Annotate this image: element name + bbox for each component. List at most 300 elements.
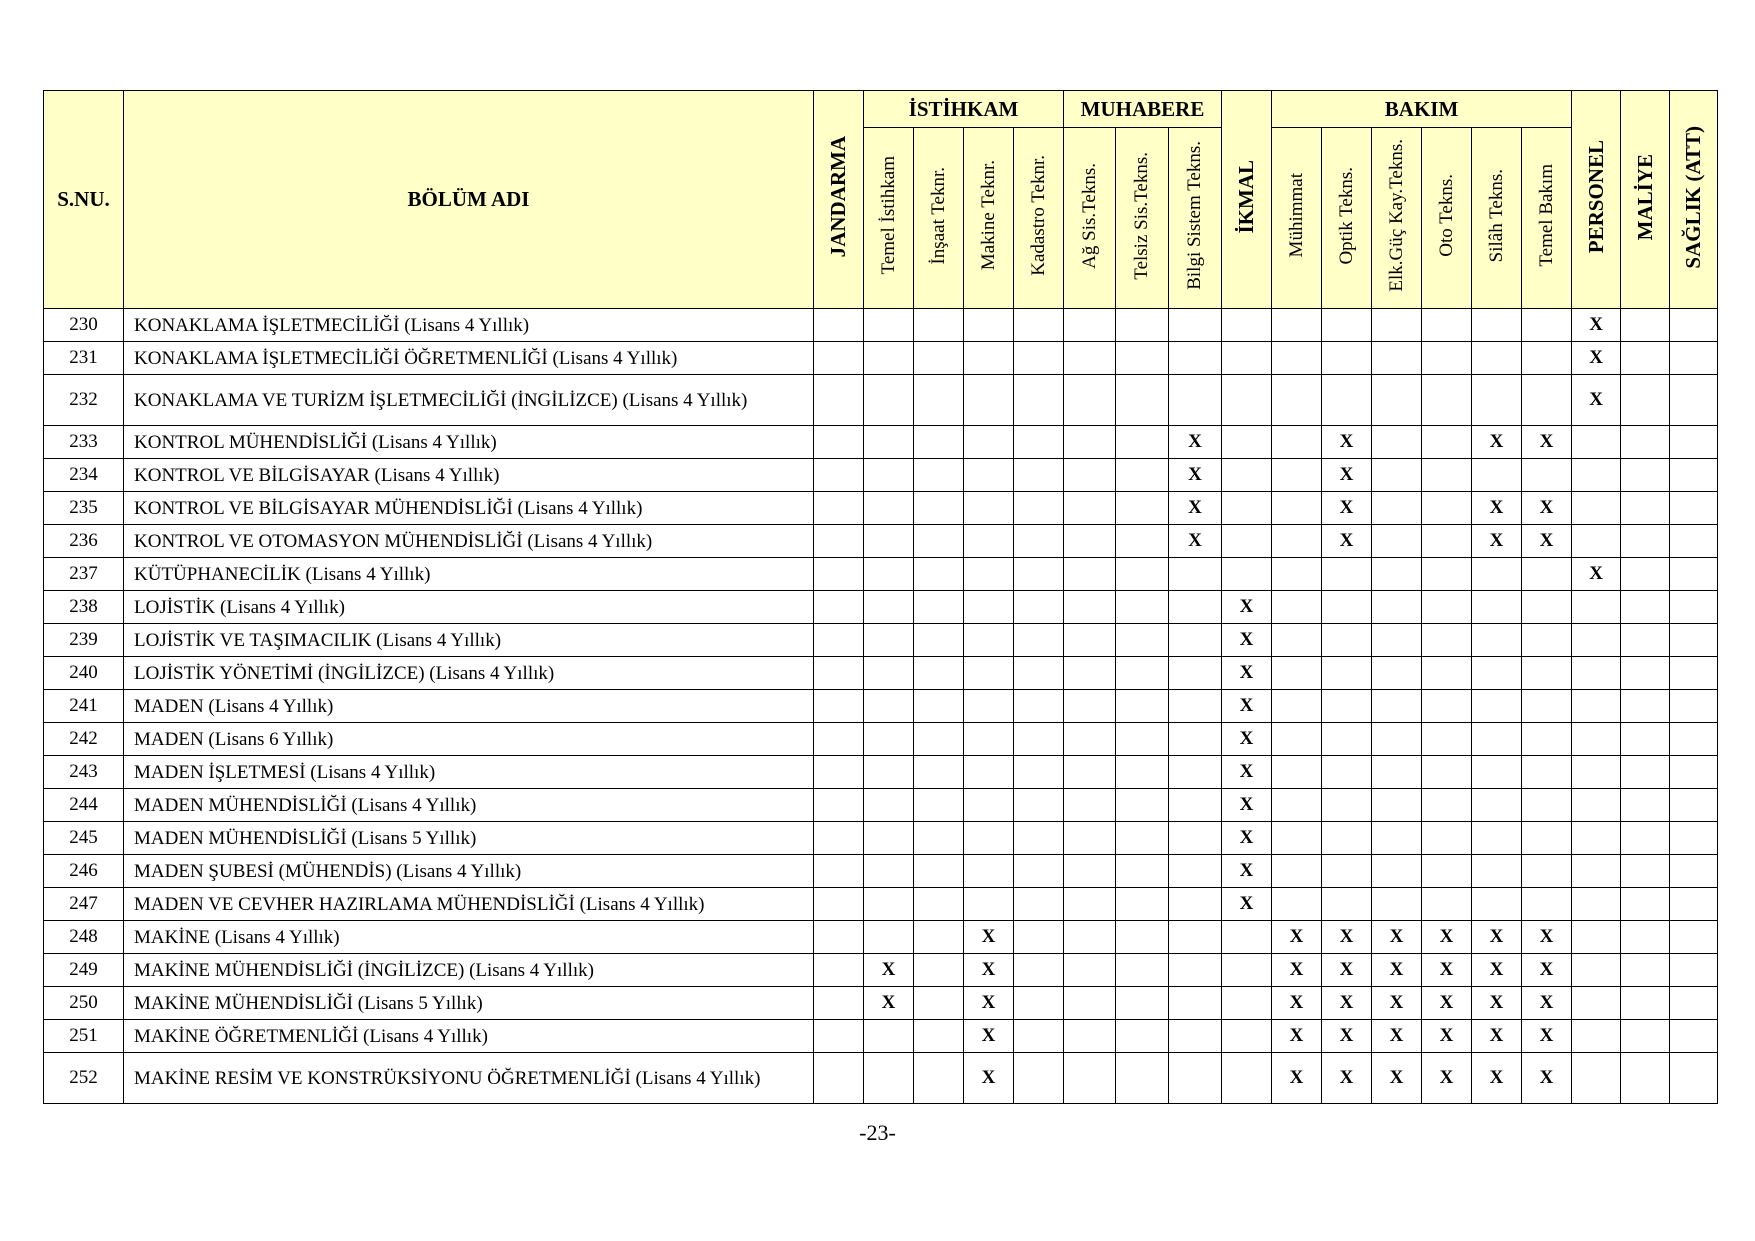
header-optik-tekns [1322, 128, 1372, 309]
empty-cell [864, 690, 914, 723]
empty-cell [1169, 888, 1222, 921]
table-row [44, 426, 1718, 459]
empty-cell [864, 756, 914, 789]
empty-cell [914, 342, 964, 375]
empty-cell [1372, 657, 1422, 690]
empty-cell [1014, 525, 1064, 558]
empty-cell [1472, 888, 1522, 921]
header-optik-tekns-label: Optik Tekns. [1335, 166, 1357, 265]
empty-cell [1670, 789, 1718, 822]
empty-cell [1322, 723, 1372, 756]
empty-cell [1272, 375, 1322, 426]
empty-cell [1572, 954, 1621, 987]
assignment-mark: X [1372, 1020, 1422, 1053]
empty-cell [914, 525, 964, 558]
empty-cell [1116, 624, 1169, 657]
assignment-mark: X [1522, 426, 1572, 459]
empty-cell [1670, 657, 1718, 690]
empty-cell [1064, 591, 1116, 624]
assignment-mark: X [1522, 954, 1572, 987]
empty-cell [864, 1053, 914, 1104]
empty-cell [1422, 657, 1472, 690]
empty-cell [814, 657, 864, 690]
header-elk-guc-kay-tekns [1372, 128, 1422, 309]
empty-cell [1621, 624, 1670, 657]
empty-cell [1272, 624, 1322, 657]
assignment-mark: X [1222, 822, 1272, 855]
empty-cell [1670, 756, 1718, 789]
empty-cell [1272, 459, 1322, 492]
empty-cell [1272, 426, 1322, 459]
empty-cell [1169, 1020, 1222, 1053]
empty-cell [1422, 756, 1472, 789]
empty-cell [1322, 690, 1372, 723]
empty-cell [1272, 855, 1322, 888]
department-name: MADEN MÜHENDİSLİĞİ (Lisans 4 Yıllık) [124, 789, 814, 822]
empty-cell [1422, 624, 1472, 657]
empty-cell [1014, 723, 1064, 756]
assignment-mark: X [1272, 921, 1322, 954]
assignment-mark: X [1372, 954, 1422, 987]
empty-cell [1372, 375, 1422, 426]
empty-cell [864, 657, 914, 690]
table-row [44, 789, 1718, 822]
assignment-mark: X [1422, 1053, 1472, 1104]
assignment-mark: X [1322, 987, 1372, 1020]
empty-cell [1422, 309, 1472, 342]
assignment-mark: X [1222, 855, 1272, 888]
empty-cell [1472, 822, 1522, 855]
empty-cell [1670, 690, 1718, 723]
empty-cell [864, 723, 914, 756]
assignment-mark: X [1572, 309, 1621, 342]
empty-cell [914, 888, 964, 921]
empty-cell [1272, 558, 1322, 591]
empty-cell [1670, 591, 1718, 624]
empty-cell [1116, 375, 1169, 426]
empty-cell [1222, 459, 1272, 492]
empty-cell [1222, 558, 1272, 591]
table-row [44, 558, 1718, 591]
empty-cell [964, 855, 1014, 888]
header-elk-guc-kay-tekns-label: Elk.Güç Kay.Tekns. [1385, 139, 1407, 292]
empty-cell [1322, 309, 1372, 342]
row-number: 245 [44, 822, 124, 855]
empty-cell [1014, 1053, 1064, 1104]
empty-cell [1169, 657, 1222, 690]
empty-cell [1670, 888, 1718, 921]
empty-cell [1522, 459, 1572, 492]
row-number: 230 [44, 309, 124, 342]
department-name: KONTROL VE BİLGİSAYAR MÜHENDİSLİĞİ (Lisans 4 Yıllık) [124, 492, 814, 525]
empty-cell [1621, 888, 1670, 921]
assignment-mark: X [1272, 987, 1322, 1020]
table-row [44, 375, 1718, 426]
assignment-mark: X [864, 987, 914, 1020]
empty-cell [1272, 789, 1322, 822]
empty-cell [1621, 375, 1670, 426]
header-muhimmat-label: Mühimmat [1285, 173, 1307, 258]
empty-cell [1272, 309, 1322, 342]
empty-cell [1572, 756, 1621, 789]
empty-cell [1169, 789, 1222, 822]
empty-cell [914, 657, 964, 690]
assignment-mark: X [964, 921, 1014, 954]
assignment-mark: X [1169, 459, 1222, 492]
empty-cell [1222, 525, 1272, 558]
empty-cell [1064, 624, 1116, 657]
empty-cell [1014, 921, 1064, 954]
empty-cell [1670, 525, 1718, 558]
empty-cell [1272, 822, 1322, 855]
row-number: 252 [44, 1053, 124, 1104]
empty-cell [814, 624, 864, 657]
empty-cell [1572, 921, 1621, 954]
empty-cell [964, 723, 1014, 756]
assignment-mark: X [1522, 1020, 1572, 1053]
empty-cell [1064, 525, 1116, 558]
empty-cell [1621, 342, 1670, 375]
empty-cell [864, 459, 914, 492]
empty-cell [914, 624, 964, 657]
empty-cell [914, 1020, 964, 1053]
empty-cell [1064, 921, 1116, 954]
row-number: 233 [44, 426, 124, 459]
header-ag-sis-tekns-label: Ağ Sis.Tekns. [1078, 162, 1100, 269]
assignment-mark: X [1322, 1053, 1372, 1104]
empty-cell [964, 789, 1014, 822]
empty-cell [1222, 1020, 1272, 1053]
header-oto-tekns-label: Oto Tekns. [1435, 174, 1457, 257]
empty-cell [914, 492, 964, 525]
empty-cell [1169, 690, 1222, 723]
assignment-mark: X [1222, 756, 1272, 789]
department-name: KONAKLAMA İŞLETMECİLİĞİ (Lisans 4 Yıllık) [124, 309, 814, 342]
empty-cell [1014, 789, 1064, 822]
empty-cell [964, 525, 1014, 558]
empty-cell [1572, 987, 1621, 1020]
assignment-mark: X [1522, 921, 1572, 954]
empty-cell [1116, 459, 1169, 492]
empty-cell [1272, 591, 1322, 624]
empty-cell [1372, 624, 1422, 657]
assignment-mark: X [1222, 690, 1272, 723]
department-name: MAKİNE MÜHENDİSLİĞİ (Lisans 5 Yıllık) [124, 987, 814, 1020]
department-name: MAKİNE (Lisans 4 Yıllık) [124, 921, 814, 954]
empty-cell [1621, 855, 1670, 888]
empty-cell [1422, 426, 1472, 459]
row-number: 236 [44, 525, 124, 558]
department-name: KONTROL VE BİLGİSAYAR (Lisans 4 Yıllık) [124, 459, 814, 492]
table-row [44, 690, 1718, 723]
empty-cell [1422, 888, 1472, 921]
empty-cell [1472, 789, 1522, 822]
empty-cell [1472, 723, 1522, 756]
empty-cell [1372, 822, 1422, 855]
empty-cell [1116, 426, 1169, 459]
empty-cell [1522, 624, 1572, 657]
empty-cell [1116, 1053, 1169, 1104]
row-number: 234 [44, 459, 124, 492]
table-row [44, 888, 1718, 921]
empty-cell [864, 309, 914, 342]
empty-cell [964, 690, 1014, 723]
table-row [44, 1053, 1718, 1104]
assignment-mark: X [1322, 1020, 1372, 1053]
empty-cell [864, 342, 914, 375]
empty-cell [1222, 954, 1272, 987]
header-silah-tekns-label: Silâh Tekns. [1485, 168, 1507, 263]
assignment-mark: X [1472, 1020, 1522, 1053]
empty-cell [1472, 591, 1522, 624]
empty-cell [1014, 756, 1064, 789]
empty-cell [1064, 558, 1116, 591]
table-row [44, 987, 1718, 1020]
table-row [44, 756, 1718, 789]
assignment-mark: X [1372, 1053, 1422, 1104]
empty-cell [914, 309, 964, 342]
empty-cell [914, 459, 964, 492]
assignment-mark: X [1572, 558, 1621, 591]
empty-cell [864, 591, 914, 624]
table-row [44, 525, 1718, 558]
empty-cell [1422, 558, 1472, 591]
empty-cell [1169, 1053, 1222, 1104]
assignment-mark: X [1222, 624, 1272, 657]
table-row [44, 822, 1718, 855]
empty-cell [1572, 525, 1621, 558]
empty-cell [1064, 375, 1116, 426]
empty-cell [1621, 657, 1670, 690]
empty-cell [814, 342, 864, 375]
empty-cell [1064, 822, 1116, 855]
empty-cell [1169, 987, 1222, 1020]
empty-cell [1169, 309, 1222, 342]
row-number: 250 [44, 987, 124, 1020]
table-row [44, 1020, 1718, 1053]
assignment-mark: X [1222, 789, 1272, 822]
department-name: MADEN VE CEVHER HAZIRLAMA MÜHENDİSLİĞİ (Lisans 4 Yıllık) [124, 888, 814, 921]
table-row [44, 591, 1718, 624]
empty-cell [1222, 921, 1272, 954]
empty-cell [814, 459, 864, 492]
empty-cell [1064, 855, 1116, 888]
empty-cell [914, 954, 964, 987]
empty-cell [1014, 888, 1064, 921]
empty-cell [1222, 492, 1272, 525]
empty-cell [1116, 921, 1169, 954]
empty-cell [1064, 690, 1116, 723]
empty-cell [1116, 309, 1169, 342]
empty-cell [1014, 375, 1064, 426]
empty-cell [1670, 723, 1718, 756]
empty-cell [1322, 342, 1372, 375]
empty-cell [1670, 375, 1718, 426]
header-bilgi-sistem-tekns-label: Bilgi Sistem Tekns. [1184, 141, 1205, 290]
empty-cell [1322, 789, 1372, 822]
empty-cell [1116, 342, 1169, 375]
empty-cell [1222, 987, 1272, 1020]
empty-cell [1572, 624, 1621, 657]
empty-cell [1422, 591, 1472, 624]
table-row [44, 723, 1718, 756]
empty-cell [1169, 756, 1222, 789]
table-row [44, 624, 1718, 657]
empty-cell [1422, 690, 1472, 723]
assignment-mark: X [1572, 342, 1621, 375]
empty-cell [1372, 459, 1422, 492]
header-ikmal-label: İKMAL [1234, 160, 1258, 234]
assignment-mark: X [1472, 1053, 1522, 1104]
empty-cell [1422, 492, 1472, 525]
empty-cell [914, 375, 964, 426]
empty-cell [1422, 822, 1472, 855]
empty-cell [1670, 309, 1718, 342]
empty-cell [1014, 426, 1064, 459]
empty-cell [864, 375, 914, 426]
empty-cell [1522, 690, 1572, 723]
assignment-mark: X [1169, 492, 1222, 525]
empty-cell [1572, 426, 1621, 459]
assignment-mark: X [1322, 921, 1372, 954]
header-maliye [1621, 91, 1670, 309]
table-row [44, 459, 1718, 492]
empty-cell [814, 492, 864, 525]
assignment-mark: X [1272, 954, 1322, 987]
empty-cell [1014, 822, 1064, 855]
assignment-mark: X [1272, 1020, 1322, 1053]
header-jandarma [814, 91, 864, 309]
assignment-mark: X [1422, 1020, 1472, 1053]
empty-cell [1116, 789, 1169, 822]
empty-cell [1621, 591, 1670, 624]
assignment-mark: X [1322, 954, 1372, 987]
empty-cell [1522, 558, 1572, 591]
empty-cell [1670, 1020, 1718, 1053]
empty-cell [1670, 342, 1718, 375]
empty-cell [1621, 492, 1670, 525]
empty-cell [964, 756, 1014, 789]
empty-cell [1621, 1020, 1670, 1053]
empty-cell [1422, 789, 1472, 822]
empty-cell [1014, 1020, 1064, 1053]
empty-cell [1372, 723, 1422, 756]
empty-cell [864, 921, 914, 954]
empty-cell [864, 426, 914, 459]
empty-cell [1064, 789, 1116, 822]
empty-cell [1621, 921, 1670, 954]
empty-cell [964, 591, 1014, 624]
assignment-mark: X [1169, 426, 1222, 459]
header-makine-teknr [964, 128, 1014, 309]
empty-cell [1522, 888, 1572, 921]
empty-cell [1064, 1053, 1116, 1104]
empty-cell [964, 624, 1014, 657]
empty-cell [1064, 987, 1116, 1020]
header-oto-tekns [1422, 128, 1472, 309]
empty-cell [1014, 342, 1064, 375]
empty-cell [1322, 591, 1372, 624]
empty-cell [1472, 756, 1522, 789]
header-jandarma-label: JANDARMA [826, 136, 850, 258]
empty-cell [1572, 690, 1621, 723]
empty-cell [914, 921, 964, 954]
header-makine-teknr-label: Makine Teknr. [977, 160, 999, 271]
department-name: KONAKLAMA İŞLETMECİLİĞİ ÖĞRETMENLİĞİ (Lisans 4 Yıllık) [124, 342, 814, 375]
empty-cell [1116, 591, 1169, 624]
empty-cell [814, 987, 864, 1020]
empty-cell [1014, 309, 1064, 342]
empty-cell [964, 492, 1014, 525]
empty-cell [1572, 723, 1621, 756]
empty-cell [864, 789, 914, 822]
empty-cell [914, 987, 964, 1020]
empty-cell [964, 822, 1014, 855]
header-maliye-label: MALİYE [1632, 153, 1657, 241]
header-telsiz-sis-tekns-label: Telsiz Sis.Tekns. [1131, 151, 1152, 280]
empty-cell [914, 558, 964, 591]
empty-cell [814, 723, 864, 756]
page-number: -23- [859, 1120, 896, 1145]
empty-cell [964, 426, 1014, 459]
empty-cell [1621, 309, 1670, 342]
empty-cell [1064, 426, 1116, 459]
assignment-mark: X [1522, 1053, 1572, 1104]
empty-cell [814, 855, 864, 888]
empty-cell [1116, 855, 1169, 888]
header-silah-tekns [1472, 128, 1522, 309]
empty-cell [1422, 459, 1472, 492]
empty-cell [1372, 492, 1422, 525]
empty-cell [1116, 657, 1169, 690]
empty-cell [1522, 657, 1572, 690]
empty-cell [1472, 690, 1522, 723]
assignment-mark: X [964, 1053, 1014, 1104]
table-row [44, 921, 1718, 954]
assignment-mark: X [864, 954, 914, 987]
empty-cell [1014, 954, 1064, 987]
empty-cell [1372, 591, 1422, 624]
empty-cell [1272, 492, 1322, 525]
assignment-mark: X [964, 1020, 1014, 1053]
empty-cell [914, 690, 964, 723]
empty-cell [1014, 624, 1064, 657]
header-muhimmat [1272, 128, 1322, 309]
header-temel-istihkam-label: Temel İstihkam [877, 156, 899, 275]
empty-cell [1372, 756, 1422, 789]
empty-cell [1522, 723, 1572, 756]
header-group-muhabere: MUHABERE [1064, 91, 1222, 128]
header-ag-sis-tekns [1064, 128, 1116, 309]
empty-cell [864, 822, 914, 855]
header-group-istihkam: İSTİHKAM [864, 91, 1064, 128]
assignment-mark: X [1222, 657, 1272, 690]
empty-cell [1372, 789, 1422, 822]
empty-cell [1621, 426, 1670, 459]
empty-cell [914, 591, 964, 624]
empty-cell [1670, 855, 1718, 888]
empty-cell [1372, 690, 1422, 723]
table-body [44, 309, 1718, 1104]
empty-cell [1621, 789, 1670, 822]
row-number: 239 [44, 624, 124, 657]
row-number: 241 [44, 690, 124, 723]
empty-cell [1372, 426, 1422, 459]
empty-cell [1064, 723, 1116, 756]
empty-cell [814, 756, 864, 789]
empty-cell [1522, 822, 1572, 855]
empty-cell [1472, 459, 1522, 492]
